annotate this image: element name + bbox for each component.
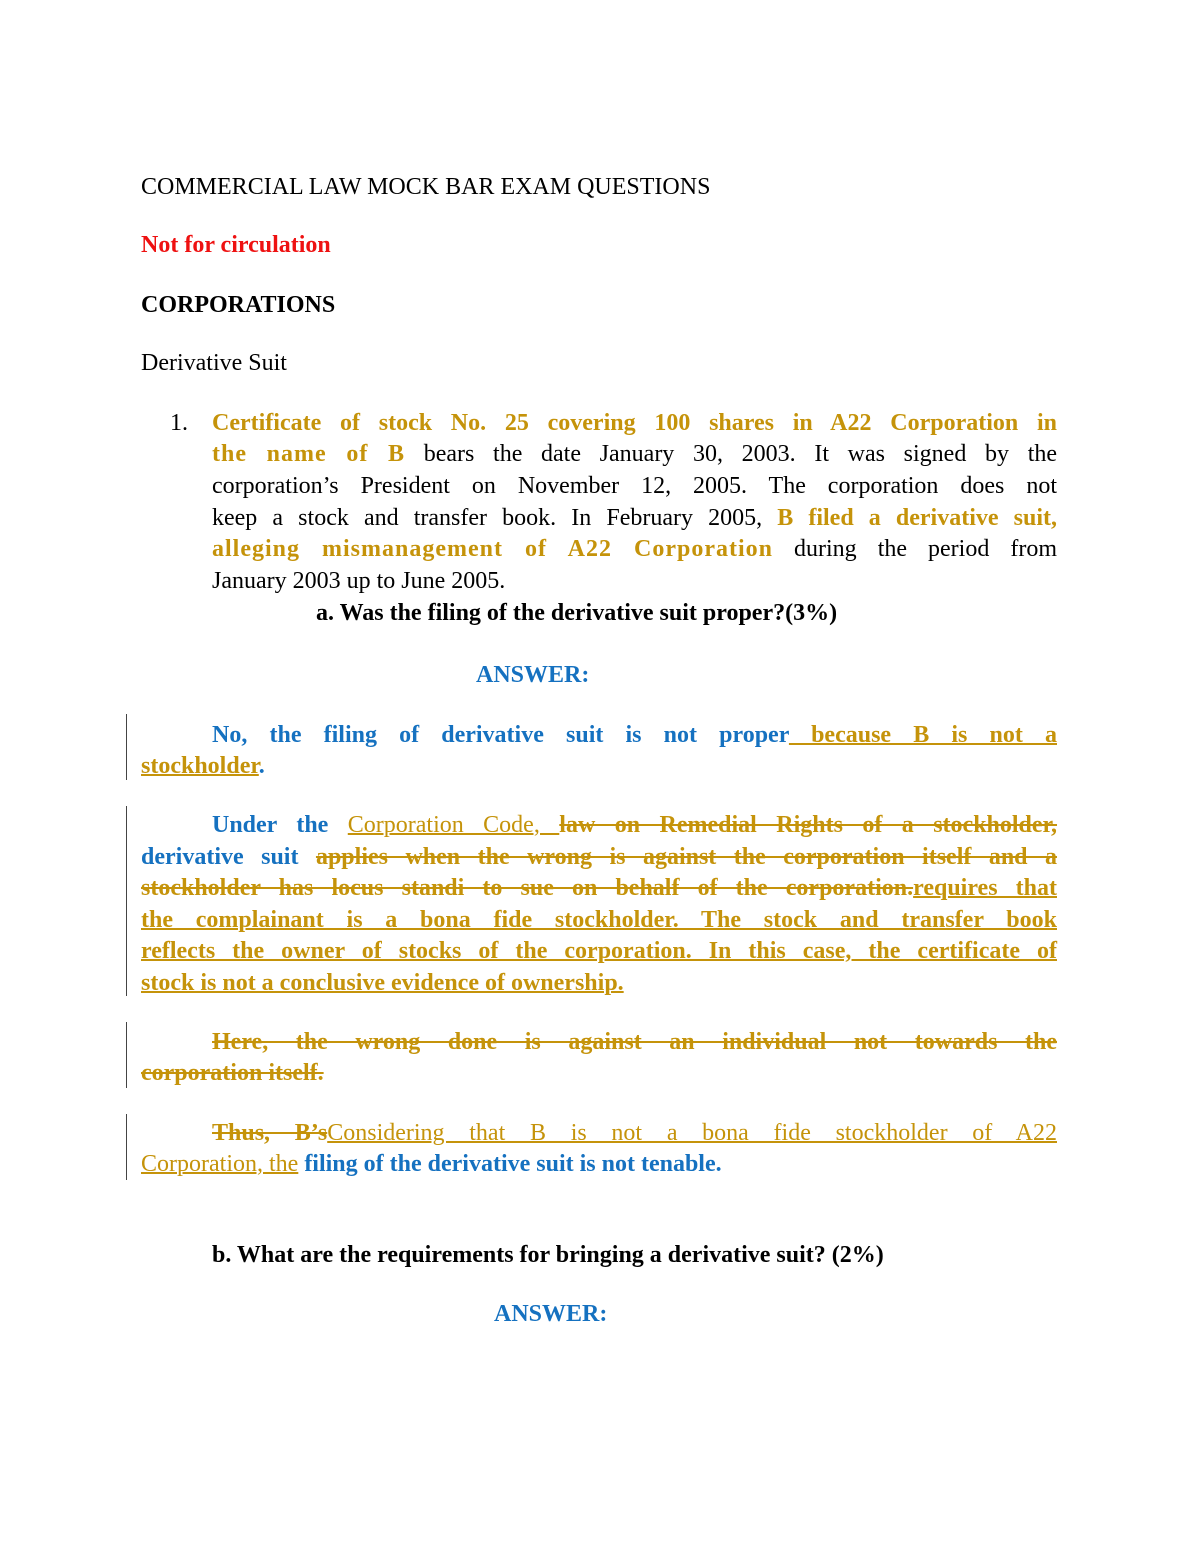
question-line: corporation’s President on November 12, 2005. The corporation does not — [212, 473, 1057, 499]
section-heading: CORPORATIONS — [141, 292, 336, 318]
answer-text: filing of the derivative suit is not tenable. — [298, 1151, 722, 1177]
inserted-text: Corporation Code, — [347, 812, 560, 838]
answer-line — [141, 1149, 722, 1179]
answer-line — [212, 720, 1057, 750]
question-line: Certificate of stock No. 25 covering 100 shares in A22 Corporation in — [212, 410, 1057, 436]
question-line — [212, 439, 1057, 469]
change-bar — [126, 714, 127, 780]
question-text: keep a stock and transfer book. In February 2005, — [212, 505, 778, 531]
deleted-text: law on Remedial Rights of a stockholder, — [559, 812, 1058, 838]
answer-line — [212, 810, 1057, 840]
deleted-text: Here, the wrong done is against an individual not towards the — [212, 1029, 1057, 1055]
answer-line — [212, 1027, 1057, 1057]
deleted-text: corporation itself. — [141, 1060, 324, 1086]
answer-line — [141, 968, 624, 998]
sub-question-b: b. What are the requirements for bringing a derivative suit? (2%) — [212, 1242, 884, 1268]
inserted-text: because B is not a — [788, 722, 1057, 748]
answer-text: derivative suit — [141, 844, 316, 870]
answer-label: ANSWER: — [476, 662, 590, 688]
inserted-text: reflects the owner of stocks of the corporation. In this case, the certificate of — [141, 938, 1057, 964]
question-highlight: alleging mismanagement of A22 Corporation — [212, 536, 774, 562]
answer-line — [212, 1118, 1057, 1148]
inserted-text: requires that — [913, 875, 1057, 901]
inserted-text: Corporation, the — [141, 1151, 299, 1177]
deleted-text: stockholder has locus standi to sue on behalf of the corporation. — [141, 875, 914, 901]
inserted-text: stock is not a conclusive evidence of ownership. — [141, 970, 624, 996]
question-number: 1. — [170, 410, 188, 436]
answer-text: Under the — [212, 812, 348, 838]
question-text: bears the date January 30, 2003. It was signed by the — [405, 441, 1058, 467]
inserted-text: the complainant is a bona fide stockholder. The stock and transfer book — [141, 907, 1057, 933]
circulation-notice: Not for circulation — [141, 232, 331, 258]
sub-question-a: a. Was the filing of the derivative suit proper?(3%) — [316, 600, 838, 626]
topic-heading: Derivative Suit — [141, 350, 287, 376]
answer-line — [141, 751, 265, 781]
answer-line — [141, 842, 1057, 872]
change-bar — [126, 1114, 127, 1180]
change-bar — [126, 806, 127, 996]
deleted-text: applies when the wrong is against the corporation itself and a — [315, 844, 1058, 870]
document-title: COMMERCIAL LAW MOCK BAR EXAM QUESTIONS — [141, 174, 711, 200]
question-line — [212, 534, 1057, 564]
inserted-text: stockholder — [141, 753, 259, 779]
answer-line — [141, 873, 1057, 903]
question-line: January 2003 up to June 2005. — [212, 568, 506, 594]
deleted-text: Thus, B’s — [212, 1120, 328, 1146]
answer-line — [141, 936, 1057, 966]
inserted-text: Considering that B is not a bona fide stockholder of A22 — [327, 1120, 1057, 1146]
question-text: during the period from — [773, 536, 1057, 562]
question-line — [212, 503, 1057, 533]
change-bar — [126, 1022, 127, 1088]
question-highlight: the name of B — [212, 441, 406, 467]
answer-label: ANSWER: — [494, 1301, 608, 1327]
question-highlight: B filed a derivative suit, — [777, 505, 1057, 531]
answer-text: No, the filing of derivative suit is not proper — [212, 722, 789, 748]
answer-text: . — [258, 753, 265, 779]
answer-line — [141, 905, 1057, 935]
answer-line — [141, 1058, 324, 1088]
